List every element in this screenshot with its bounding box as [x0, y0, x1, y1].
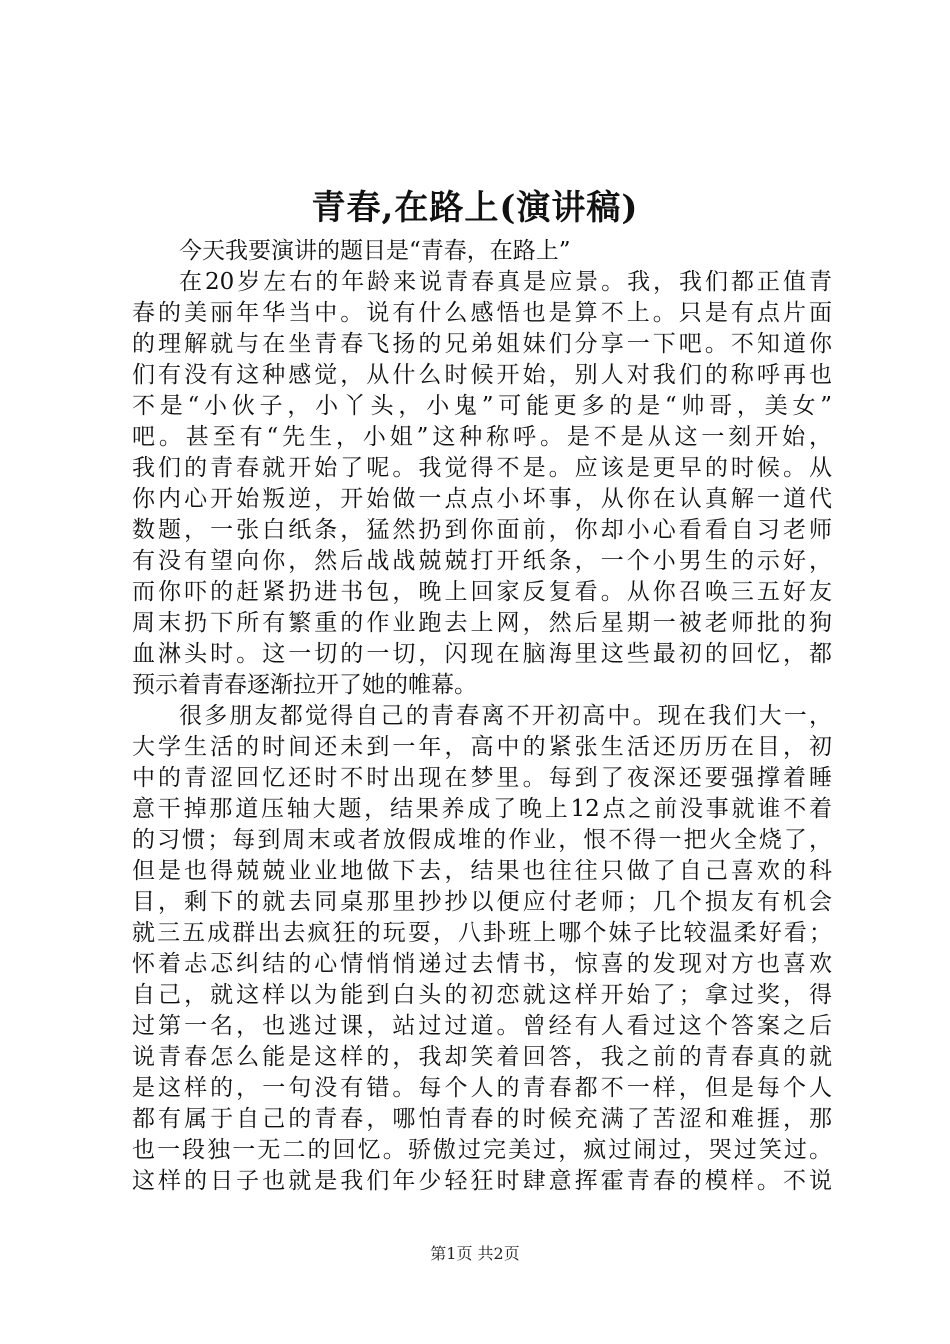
paragraph-3-line: 的习惯；每到周末或者放假成堆的作业，恨不得一把火全烧了，	[132, 827, 832, 853]
paragraph-3-line: 也一段独一无二的回忆。骄傲过完美过，疯过闹过，哭过笑过。	[132, 1137, 832, 1163]
paragraph-2-line: 不是“小伙子，小丫头，小鬼”可能更多的是“帅哥，美女”	[132, 393, 832, 419]
paragraph-2-line: 数题，一张白纸条，猛然扔到你面前，你却小心看看自习老师	[132, 517, 832, 543]
paragraph-3-line: 大学生活的时间还未到一年，高中的紧张生活还历历在目，初	[132, 734, 832, 760]
paragraph-2-line: 的理解就与在坐青春飞扬的兄弟姐妹们分享一下吧。不知道你	[132, 331, 832, 357]
paragraph-3-line: 很多朋友都觉得自己的青春离不开初高中。现在我们大一，	[179, 703, 832, 729]
paragraph-2-line: 血淋头时。这一切的一切，闪现在脑海里这些最初的回忆，都	[132, 641, 832, 667]
page-number-footer: 第1页 共2页	[430, 1244, 520, 1263]
paragraph-2-line: 有没有望向你，然后战战兢兢打开纸条，一个小男生的示好，	[132, 548, 832, 574]
paragraph-3-line: 都有属于自己的青春，哪怕青春的时候充满了苦涩和难捱，那	[132, 1106, 832, 1132]
paragraph-2-line: 你内心开始叛逆，开始做一点点小坏事，从你在认真解一道代	[132, 486, 832, 512]
paragraph-2-line: 们有没有这种感觉，从什么时候开始，别人对我们的称呼再也	[132, 362, 832, 388]
paragraph-2-line: 周末扔下所有繁重的作业跑去上网，然后星期一被老师批的狗	[132, 610, 832, 636]
paragraph-2-line: 而你吓的赶紧扔进书包，晚上回家反复看。从你召唤三五好友	[132, 579, 832, 605]
paragraph-2-line: 吧。甚至有“先生，小姐”这种称呼。是不是从这一刻开始，	[132, 424, 832, 450]
document-title: 青春,在路上(演讲稿)	[311, 188, 639, 228]
paragraph-3-line: 过第一名，也逃过课，站过过道。曾经有人看过这个答案之后	[132, 1013, 832, 1039]
paragraph-3-line: 这样的日子也就是我们年少轻狂时肆意挥霍青春的模样。不说	[132, 1168, 832, 1194]
paragraph-3-line: 中的青涩回忆还时不时出现在梦里。每到了夜深还要强撑着睡	[132, 765, 832, 791]
paragraph-2-line: 春的美丽年华当中。说有什么感悟也是算不上。只是有点片面	[132, 300, 832, 326]
paragraph-3-line: 就三五成群出去疯狂的玩耍，八卦班上哪个妹子比较温柔好看；	[132, 920, 832, 946]
paragraph-3-line: 说青春怎么能是这样的，我却笑着回答，我之前的青春真的就	[132, 1044, 832, 1070]
paragraph-2-line: 我们的青春就开始了呢。我觉得不是。应该是更早的时候。从	[132, 455, 832, 481]
paragraph-2-line: 预示着青春逐渐拉开了她的帷幕。	[132, 672, 477, 698]
paragraph-3-line: 怀着忐忑纠结的心情悄悄递过去情书，惊喜的发现对方也喜欢	[132, 951, 832, 977]
paragraph-2-line: 在20岁左右的年龄来说青春真是应景。我，我们都正值青	[179, 269, 832, 295]
paragraph-3-line: 但是也得兢兢业业地做下去，结果也往往只做了自己喜欢的科	[132, 858, 832, 884]
document-body	[132, 236, 832, 1197]
paragraph-3-line: 是这样的，一句没有错。每个人的青春都不一样，但是每个人	[132, 1075, 832, 1101]
paragraph-1-line: 今天我要演讲的题目是“青春，在路上”	[179, 238, 571, 264]
paragraph-3-line: 意干掉那道压轴大题，结果养成了晚上12点之前没事就谁不着	[132, 796, 832, 822]
paragraph-3-line: 目，剩下的就去同桌那里抄抄以便应付老师；几个损友有机会	[132, 889, 832, 915]
paragraph-3-line: 自己，就这样以为能到白头的初恋就这样开始了；拿过奖，得	[132, 982, 832, 1008]
